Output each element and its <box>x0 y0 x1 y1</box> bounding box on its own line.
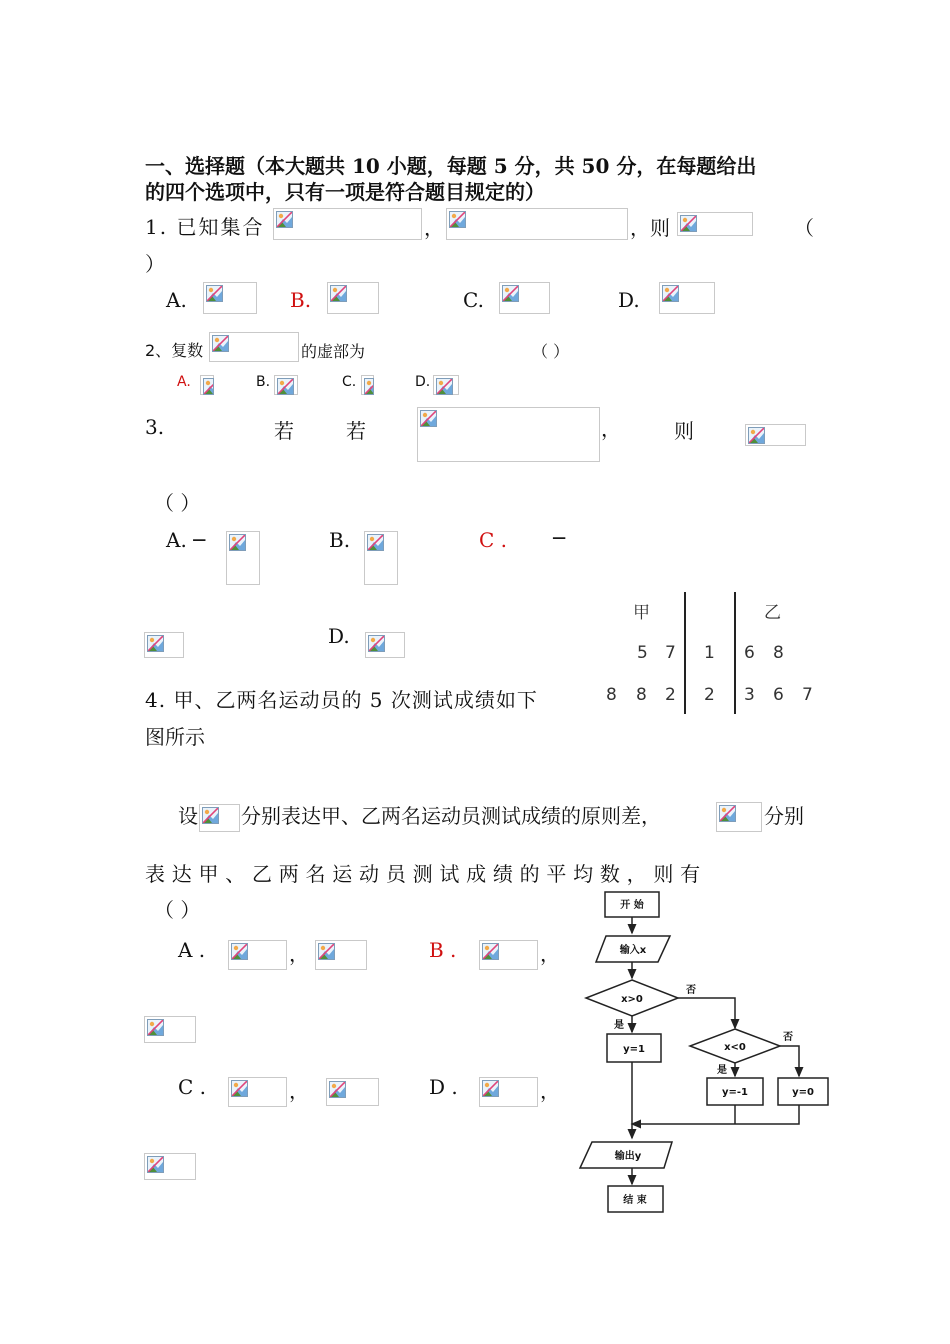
q4-paren: （ ） <box>154 898 201 922</box>
q4-stddev-image <box>199 804 240 832</box>
q3-option-b-image <box>364 531 398 585</box>
q4-option-d-image-2 <box>144 1153 196 1180</box>
flowchart-start-label: 开 始 <box>620 900 644 911</box>
q1-paren-open: （ <box>794 216 814 240</box>
broken-image-icon <box>662 285 679 302</box>
q4-option-b-label: B . <box>429 938 457 962</box>
stem-leaf-right-leaf: 6 <box>744 643 755 663</box>
broken-image-icon <box>329 1081 346 1098</box>
broken-image-icon <box>748 427 765 444</box>
q2-option-c-image <box>361 375 374 395</box>
q2-option-d-image <box>433 375 459 395</box>
broken-image-icon <box>231 943 248 960</box>
stem-leaf-right-leaf: 6 <box>773 685 784 705</box>
stem-leaf-left-header: 甲 <box>633 603 650 623</box>
broken-image-icon <box>719 805 736 822</box>
stem-leaf-stem: 2 <box>704 685 715 705</box>
q1-option-b-label: B. <box>290 288 312 312</box>
q2-option-a-label: A. <box>177 374 191 390</box>
q2-option-b-label: B. <box>256 374 271 390</box>
q3-option-d-label: D. <box>328 624 350 648</box>
stem-leaf-left-leaf: 2 <box>665 685 676 705</box>
section-title-line1: 一、选择题（本大题共 10 小题，每题 5 分，共 50 分，在每题给出 <box>145 154 757 178</box>
q4-option-a-label: A . <box>178 938 206 962</box>
q4-option-c-image-2 <box>326 1078 379 1106</box>
q1-set-a-image <box>273 208 422 240</box>
q4-line4: 表 达 甲 、 乙 两 名 运 动 员 测 试 成 绩 的 平 均 数 ， 则 有 <box>145 862 701 886</box>
q2-option-a-image <box>200 375 214 395</box>
q1-option-d-image <box>659 282 715 314</box>
stem-leaf-left-leaf: 8 <box>606 685 617 705</box>
q2-option-d-label: D. <box>415 374 431 390</box>
broken-image-icon <box>229 534 246 551</box>
stem-leaf-right-leaf: 8 <box>773 643 784 663</box>
q3-option-a-label: A. ─ <box>166 528 206 552</box>
q3-option-d-image <box>365 632 405 658</box>
flowchart-no1-label: 否 <box>686 985 696 996</box>
q1-then: ，则 <box>630 216 670 240</box>
stem-leaf-left-leaf: 7 <box>665 643 676 663</box>
stem-leaf-right-leaf: 3 <box>744 685 755 705</box>
broken-image-icon <box>482 943 499 960</box>
flowchart-yneg1-label: y=-1 <box>721 1087 749 1098</box>
broken-image-icon <box>203 378 214 395</box>
q4-line2: 图所示 <box>145 725 205 749</box>
q2-option-c-label: C. <box>342 374 357 390</box>
q1-option-a-image <box>203 282 257 314</box>
q3-option-c-label: C . <box>479 528 508 552</box>
flowchart-end-label: 结 束 <box>623 1195 647 1206</box>
q4-set-end: 分别 <box>764 804 804 828</box>
broken-image-icon <box>206 285 223 302</box>
q2-complex-image <box>209 332 299 362</box>
broken-image-icon <box>330 285 347 302</box>
q4-option-d-comma: ， <box>540 1079 560 1103</box>
q1-comma: ， <box>424 216 444 240</box>
q4-option-a-image-1 <box>228 940 287 970</box>
broken-image-icon <box>367 534 384 551</box>
q4-mean-image <box>716 802 762 832</box>
broken-image-icon <box>147 1019 164 1036</box>
stem-leaf-divider-right <box>734 592 736 714</box>
broken-image-icon <box>502 285 519 302</box>
broken-image-icon <box>202 807 219 824</box>
broken-image-icon <box>368 635 385 652</box>
q3-option-b-label: B. <box>329 528 351 552</box>
q4-option-d-label: D . <box>429 1075 458 1099</box>
q4-option-b-comma: ， <box>540 942 560 966</box>
stem-leaf-stem: 1 <box>704 643 715 663</box>
q2-suffix: 的虚部为 <box>301 342 366 361</box>
broken-image-icon <box>277 378 294 395</box>
q1-set-b-image <box>446 208 628 240</box>
flowchart-output-label: 输出y <box>614 1151 642 1162</box>
q4-option-a-comma: ， <box>289 942 309 966</box>
q3-option-c-dash: ─ <box>553 526 566 550</box>
stem-leaf-left-leaf: 5 <box>637 643 648 663</box>
flowchart-input-label: 输入x <box>619 945 647 956</box>
stem-leaf-right-header: 乙 <box>764 603 781 623</box>
q3-paren: （ ） <box>154 491 201 515</box>
q1-option-c-image <box>499 282 550 314</box>
q4-set-mid: 分别表达甲、乙两名运动员测试成绩的原则差， <box>241 804 661 828</box>
q4-set-prefix: 设 <box>178 804 198 828</box>
stem-leaf-right-leaf: 7 <box>802 685 813 705</box>
broken-image-icon <box>231 1080 248 1097</box>
q4-option-b-image-2 <box>144 1016 196 1043</box>
q3-option-a-image <box>226 531 260 585</box>
broken-image-icon <box>482 1080 499 1097</box>
broken-image-icon <box>212 335 229 352</box>
broken-image-icon <box>318 943 335 960</box>
broken-image-icon <box>436 378 453 395</box>
q2-paren: （ ） <box>532 342 570 361</box>
q1-paren-close: ） <box>145 252 165 276</box>
broken-image-icon <box>449 211 466 228</box>
q3-ruo-1: 若 <box>274 419 294 443</box>
q3-then: 则 <box>674 419 694 443</box>
q3-expression-image <box>745 424 806 446</box>
q4-option-c-comma: ， <box>289 1079 309 1103</box>
stem-leaf-divider-left <box>684 592 686 714</box>
q1-prefix: 1. 已知集合 <box>145 215 265 239</box>
broken-image-icon <box>147 1156 164 1173</box>
q3-number: 3. <box>145 415 165 439</box>
q2-option-b-image <box>274 375 298 395</box>
q1-option-b-image <box>327 282 379 314</box>
broken-image-icon <box>680 215 697 232</box>
q4-option-c-label: C . <box>178 1075 207 1099</box>
broken-image-icon <box>420 410 437 427</box>
flowchart-no2-label: 否 <box>783 1032 793 1043</box>
flowchart-y0-label: y=0 <box>792 1087 814 1098</box>
q4-option-a-image-2 <box>315 940 367 970</box>
q3-condition-image <box>417 407 600 462</box>
broken-image-icon <box>147 635 164 652</box>
q4-option-c-image-1 <box>228 1077 287 1107</box>
flowchart-yes1-label: 是 <box>614 1020 624 1031</box>
broken-image-icon <box>276 211 293 228</box>
q4-option-d-image-1 <box>479 1077 538 1107</box>
stem-leaf-left-leaf: 8 <box>636 685 647 705</box>
q4-option-b-image-1 <box>479 940 538 970</box>
q1-option-c-label: C. <box>463 288 484 312</box>
section-title-line2: 的四个选项中，只有一项是符合题目规定的） <box>145 180 545 204</box>
q3-comma: ， <box>601 417 621 441</box>
broken-image-icon <box>364 378 374 395</box>
flowchart-yes2-label: 是 <box>717 1065 727 1076</box>
q2-prefix: 2、复数 <box>145 341 204 360</box>
flowchart-y1-label: y=1 <box>623 1044 645 1055</box>
q4-line1: 4. 甲、乙两名运动员的 5 次测试成绩如下 <box>145 688 538 712</box>
q3-option-c-image <box>144 632 184 658</box>
q1-option-d-label: D. <box>618 288 640 312</box>
q1-expression-image <box>677 212 753 236</box>
flowchart-cond1-label: x>0 <box>621 994 643 1005</box>
flowchart <box>570 880 840 1220</box>
q1-option-a-label: A. <box>166 288 187 312</box>
flowchart-cond2-label: x<0 <box>724 1042 746 1053</box>
q3-ruo-2: 若 <box>346 419 366 443</box>
